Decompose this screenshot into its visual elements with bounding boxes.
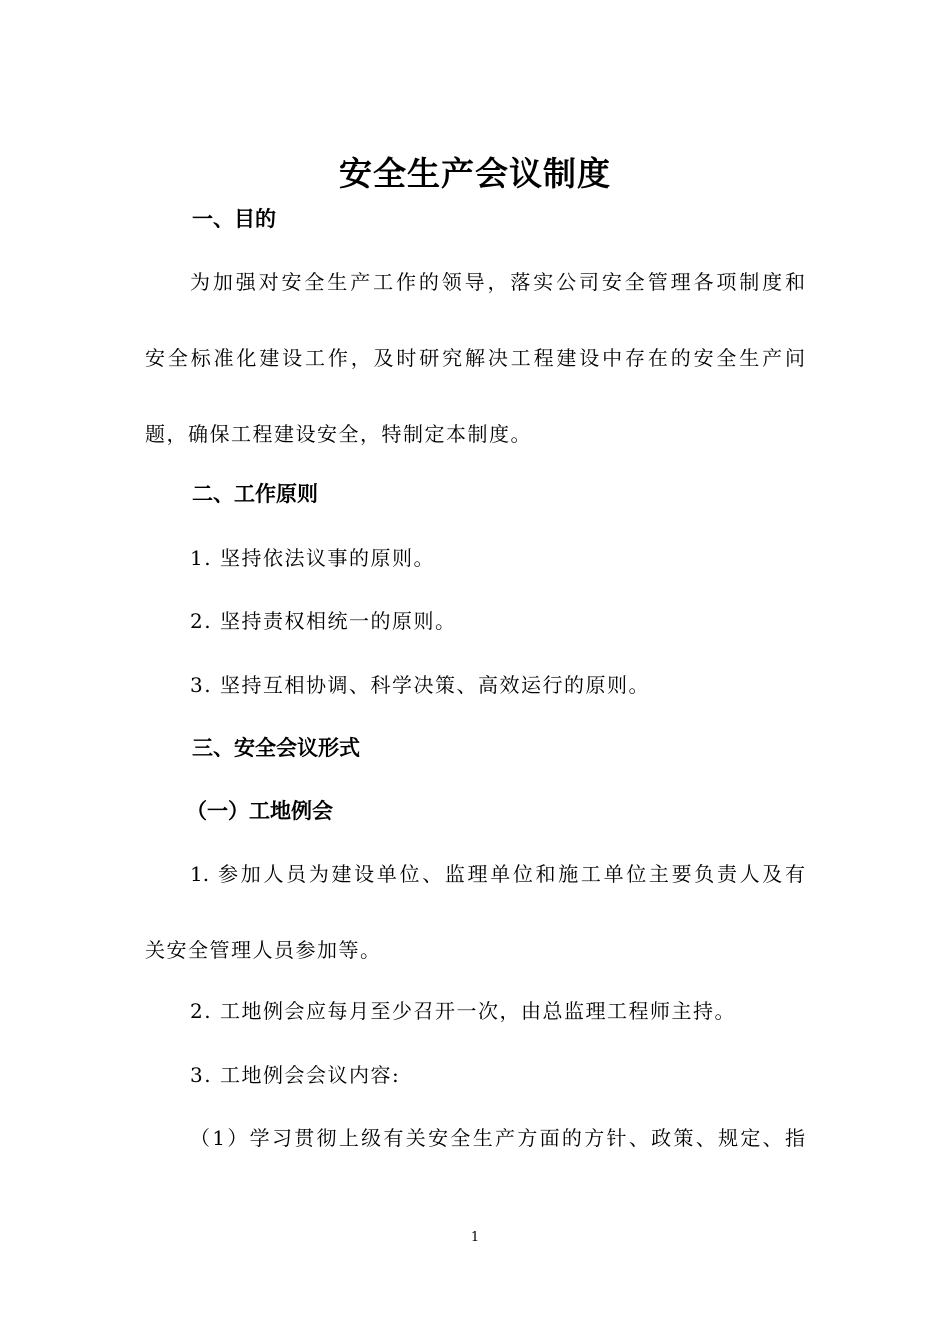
paragraph-line: 题，确保工程建设安全，特制定本制度。 bbox=[145, 422, 532, 446]
section-heading-meeting-forms: 三、安全会议形式 bbox=[192, 736, 360, 760]
list-item: 2. 工地例会应每月至少召开一次，由总监理工程师主持。 bbox=[190, 999, 736, 1023]
page-number: 1 bbox=[470, 1230, 480, 1245]
document-title: 安全生产会议制度 bbox=[339, 154, 611, 193]
list-item: 1. 坚持依法议事的原则。 bbox=[190, 546, 435, 570]
list-item: 3. 工地例会会议内容: bbox=[190, 1063, 401, 1087]
list-item: 2. 坚持责权相统一的原则。 bbox=[190, 609, 457, 633]
list-item: 3. 坚持互相协调、科学决策、高效运行的原则。 bbox=[190, 673, 650, 697]
paragraph-line: 为加强对安全生产工作的领导，落实公司安全管理各项制度和 bbox=[190, 270, 805, 294]
paragraph-line: 安全标准化建设工作，及时研究解决工程建设中存在的安全生产问 bbox=[145, 346, 805, 370]
list-item: （1）学习贯彻上级有关安全生产方面的方针、政策、规定、指 bbox=[190, 1126, 805, 1150]
subsection-heading-site-meeting: （一）工地例会 bbox=[186, 799, 333, 823]
section-heading-purpose: 一、目的 bbox=[192, 207, 276, 231]
list-item: 1. 参加人员为建设单位、监理单位和施工单位主要负责人及有 bbox=[190, 862, 805, 886]
section-heading-principles: 二、工作原则 bbox=[192, 482, 318, 506]
list-item-continuation: 关安全管理人员参加等。 bbox=[145, 938, 382, 962]
